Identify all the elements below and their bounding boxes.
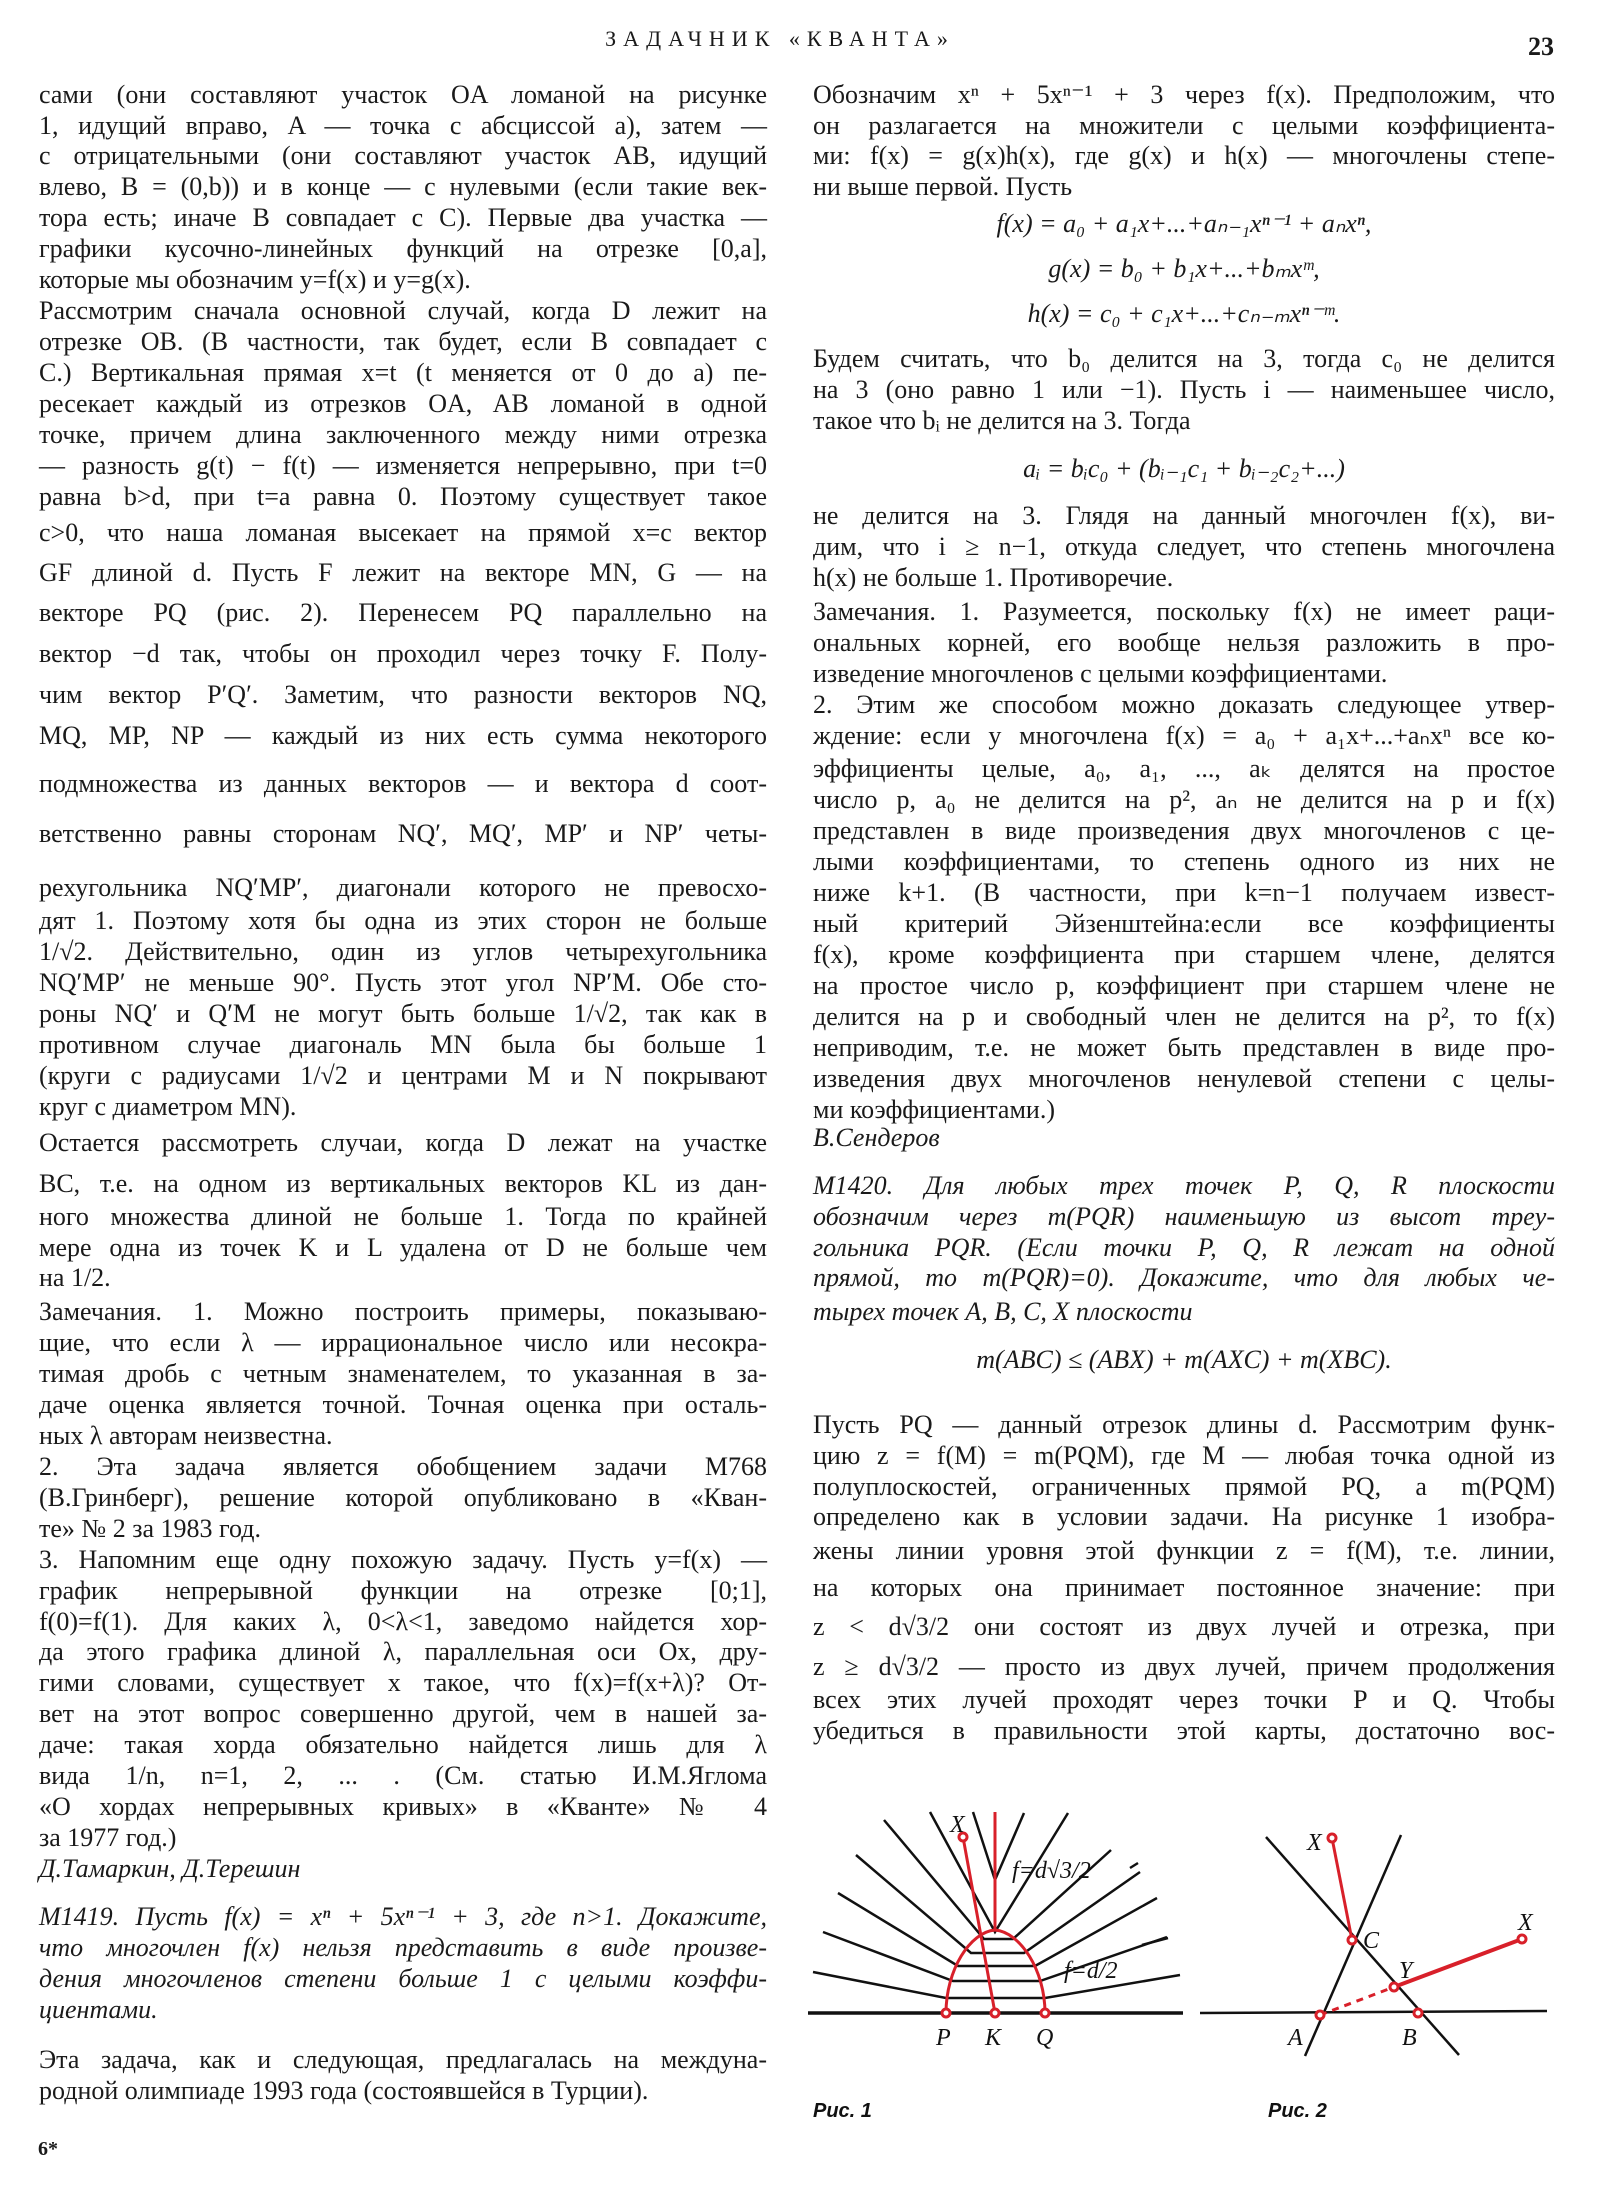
right-text-line: 2. Этим же способом можно доказать следующее утвер-	[813, 690, 1555, 719]
left-text-line: тора есть; иначе B совпадает с C). Первые два участка —	[39, 203, 767, 232]
left-text-line: вида 1/n, n=1, 2, ... . (См. статью И.М.Яглома	[39, 1761, 767, 1790]
right-text-line: обозначим через m(PQR) наименьшую из высот треу-	[813, 1202, 1555, 1231]
right-text-line: ональных корней, его вообще нельзя разложить в про-	[813, 628, 1555, 657]
right-text-line: делится на p и свободный член не делится на p², то f(x)	[813, 1002, 1555, 1031]
right-text-line: z ≥ d√3/2 — просто из двух лучей, причем продолжения	[813, 1652, 1555, 1681]
right-text-line: такое что bᵢ не делится на 3. Тогда	[813, 406, 1191, 435]
left-text-line: мере одна из точек K и L удалена от D не больше чем	[39, 1233, 767, 1262]
left-text-line: тимая дробь с четным знаменателем, то указанная в за-	[39, 1359, 767, 1388]
fig1-label-x: X	[950, 1812, 965, 1838]
right-text-line: ждение: если у многочлена f(x) = a₀ + a₁x+...+aₙxⁿ все ко-	[813, 721, 1555, 750]
left-text-line: f(0)=f(1). Для каких λ, 0<λ<1, заведомо найдется хор-	[39, 1607, 767, 1636]
right-text-line: изведения двух многочленов ненулевой степени с целы-	[813, 1064, 1555, 1093]
left-text-line: вектор −d так, чтобы он проходил через точку F. Полу-	[39, 639, 767, 668]
right-text-line: ниже k+1. (В частности, при k=n−1 получаем извест-	[813, 878, 1555, 907]
left-text-line: графики кусочно-линейных функций на отрезке [0,a],	[39, 234, 767, 263]
left-text-line: ного множества длиной не больше 1. Тогда по крайней	[39, 1202, 767, 1231]
left-text-line: вет на этот вопрос совершенно другой, чем в нашей за-	[39, 1699, 767, 1728]
right-text-line: на которых она принимает постоянное значение: при	[813, 1573, 1555, 1602]
right-text-line: g(x) = b₀ + b₁x+...+bₘxᵐ,	[1048, 254, 1320, 283]
fig2-label-a: A	[1288, 2025, 1303, 2051]
left-text-line: циентами.	[39, 1995, 158, 2024]
left-text-line: (В.Гринберг), решение которой опубликовано в «Кван-	[39, 1483, 767, 1512]
right-text-line: f(x), кроме коэффициента при старшем члене, делятся	[813, 940, 1555, 969]
right-text-line: М1420. Для любых трех точек P, Q, R плоскости	[813, 1171, 1555, 1200]
right-text-line: Пусть PQ — данный отрезок длины d. Рассмотрим функ-	[813, 1410, 1555, 1439]
right-text-line: h(x) = c₀ + c₁x+...+cₙ₋ₘxⁿ⁻ᵐ.	[1027, 299, 1341, 328]
left-text-line: которые мы обозначим y=f(x) и y=g(x).	[39, 265, 471, 294]
right-text-line: Обозначим xⁿ + 5xⁿ⁻¹ + 3 через f(x). Предположим, что	[813, 80, 1555, 109]
right-text-line: цию z = f(M) = m(PQM), где M — любая точка одной из	[813, 1441, 1555, 1470]
fig1-label-level-low: f=d/2	[1064, 1958, 1118, 1984]
left-text-line: NQ′MP′ не меньше 90°. Пусть этот угол NP′M. Обе сто-	[39, 968, 767, 997]
left-text-line: дения многочленов степени больше 1 с целыми коэффи-	[39, 1964, 767, 1993]
right-text-line: гольника PQR. (Если точки P, Q, R лежат на одной	[813, 1233, 1555, 1262]
fig1-label-p: P	[936, 2025, 951, 2051]
left-text-line: векторе PQ (рис. 2). Перенесем PQ параллельно на	[39, 598, 767, 627]
left-text-line: сами (они составляют участок OA ломаной на рисунке	[39, 80, 767, 109]
left-text-line: да этого графика длиной λ, параллельная оси Ox, дру-	[39, 1637, 767, 1666]
left-text-line: за 1977 год.)	[39, 1823, 177, 1852]
left-text-line: щие, что если λ — иррациональное число или несокра-	[39, 1328, 767, 1357]
figures	[800, 1780, 1600, 2140]
right-text-line: дим, что i ≥ n−1, откуда следует, что степень многочлена	[813, 532, 1555, 561]
right-text-line: представлен в виде произведения двух многочленов с це-	[813, 816, 1555, 845]
left-text-line: «О хордах непрерывных кривых» в «Кванте» № 4	[39, 1792, 767, 1821]
left-text-line: (круги с радиусами 1/√2 и центрами M и N покрывают	[39, 1061, 767, 1090]
left-text-line: гими словами, существует x такое, что f(x)=f(x+λ)? От-	[39, 1668, 767, 1697]
right-text-line: изведение многочленов с целыми коэффициентами.	[813, 659, 1388, 688]
right-text-line: Будем считать, что b₀ делится на 3, тогда c₀ не делится	[813, 344, 1555, 373]
left-text-line: 1/√2. Действительно, один из углов четырехугольника	[39, 937, 767, 966]
fig2-caption: Рис. 2	[1268, 2100, 1327, 2122]
fig1-label-q: Q	[1036, 2025, 1054, 2051]
footer-mark: 6*	[38, 2138, 58, 2160]
fig1-label-level-high: f=d√3/2	[1012, 1858, 1091, 1884]
right-text-line: В.Сендеров	[813, 1123, 940, 1152]
left-text-line: рехугольника NQ′MP′, диагонали которого не превосхо-	[39, 873, 767, 902]
left-text-line: противном случае диагональ MN была бы больше 1	[39, 1030, 767, 1059]
fig1-label-k: K	[985, 2025, 1002, 2051]
right-text-line: на простое число p, коэффициент при старшем члене не	[813, 971, 1555, 1000]
left-text-line: даче оценка является точной. Точная оценка при осталь-	[39, 1390, 767, 1419]
right-text-line: m(ABC) ≤ (ABX) + m(AXC) + m(XBC).	[976, 1345, 1392, 1374]
fig1-caption: Рис. 1	[813, 2100, 872, 2122]
left-text-line: чим вектор P′Q′. Заметим, что разности векторов NQ,	[39, 680, 767, 709]
right-text-line: неприводим, т.е. не может быть представлен в виде про-	[813, 1033, 1555, 1062]
right-text-line: лыми коэффициентами, то степень одного из них не	[813, 847, 1555, 876]
left-text-line: с отрицательными (они составляют участок AB, идущий	[39, 141, 767, 170]
right-text-line: на 3 (оно равно 1 или −1). Пусть i — наименьшее число,	[813, 375, 1555, 404]
left-text-line: C.) Вертикальная прямая x=t (t меняется от 0 до a) пе-	[39, 358, 767, 387]
left-text-line: MQ, MP, NP — каждый из них есть сумма некоторого	[39, 721, 767, 750]
left-text-line: М1419. Пусть f(x) = xⁿ + 5xⁿ⁻¹ + 3, где n>1. Докажите,	[39, 1902, 767, 1931]
left-text-line: подмножества из данных векторов — и вектора d соот-	[39, 769, 767, 798]
right-text-line: ми коэффициентами.)	[813, 1095, 1055, 1124]
left-text-line: GF длиной d. Пусть F лежит на векторе MN, G — на	[39, 558, 767, 587]
left-text-line: ветственно равны сторонам NQ′, MQ′, MP′ и NP′ четы-	[39, 819, 767, 848]
left-text-line: Рассмотрим сначала основной случай, когда D лежит на	[39, 296, 767, 325]
right-text-line: полуплоскостей, ограниченных прямой PQ, а m(PQM)	[813, 1472, 1555, 1501]
right-text-line: всех этих лучей проходят через точки P и Q. Чтобы	[813, 1685, 1555, 1714]
figure-2-red-marks	[1316, 1834, 1526, 2019]
left-text-line: c>0, что наша ломаная высекает на прямой x=c вектор	[39, 518, 767, 547]
fig2-label-b: B	[1402, 2025, 1417, 2051]
left-text-line: родной олимпиаде 1993 года (состоявшейся в Турции).	[39, 2076, 649, 2105]
right-text-line: убедиться в правильности этой карты, достаточно вос-	[813, 1716, 1555, 1745]
right-text-line: Замечания. 1. Разумеется, поскольку f(x) не имеет раци-	[813, 597, 1555, 626]
left-text-line: 1, идущий вправо, A — точка с абсциссой a), затем —	[39, 111, 767, 140]
right-text-line: прямой, то m(PQR)=0). Докажите, что для любых че-	[813, 1263, 1555, 1292]
running-header: ЗАДАЧНИК «КВАНТА»	[605, 26, 955, 51]
right-text-line: ный критерий Эйзенштейна:если все коэффициенты	[813, 909, 1555, 938]
left-text-line: точке, причем длина заключенного между ними отрезка	[39, 420, 767, 449]
left-text-line: ных λ авторам неизвестна.	[39, 1421, 333, 1450]
fig2-label-c: C	[1363, 1928, 1380, 1954]
right-text-line: ми: f(x) = g(x)h(x), где g(x) и h(x) — многочлены степе-	[813, 141, 1555, 170]
right-text-line: эффициенты целые, a₀, a₁, ..., aₖ делятся на простое	[813, 754, 1555, 783]
left-text-line: Замечания. 1. Можно построить примеры, показываю-	[39, 1297, 767, 1326]
figure-1-red-marks	[942, 1812, 1049, 2017]
left-text-line: дят 1. Поэтому хотя бы одна из этих сторон не больше	[39, 906, 767, 935]
fig2-label-x-right: X	[1518, 1910, 1533, 1936]
left-text-line: 3. Напомним еще одну похожую задачу. Пусть y=f(x) —	[39, 1545, 767, 1574]
left-text-line: что многочлен f(x) нельзя представить в виде произве-	[39, 1933, 767, 1962]
left-text-line: влево, B = (0,b)) и в конце — с нулевыми (если такие век-	[39, 172, 767, 201]
left-text-line: Эта задача, как и следующая, предлагалась на междуна-	[39, 2045, 767, 2074]
left-text-line: Остается рассмотреть случаи, когда D лежат на участке	[39, 1128, 767, 1157]
page-number: 23	[1528, 32, 1554, 61]
right-text-line: он разлагается на множители с целыми коэффициента-	[813, 111, 1555, 140]
left-text-line: равна b>d, при t=a равна 0. Поэтому существует такое	[39, 482, 767, 511]
right-text-line: aᵢ = bᵢc₀ + (bᵢ₋₁c₁ + bᵢ₋₂c₂+...)	[1023, 454, 1345, 483]
left-text-line: круг с диаметром MN).	[39, 1092, 297, 1121]
right-text-line: f(x) = a₀ + a₁x+...+aₙ₋₁xⁿ⁻¹ + aₙxⁿ,	[996, 209, 1372, 238]
left-text-line: BC, т.е. на одном из вертикальных векторов KL из дан-	[39, 1169, 767, 1198]
right-text-line: жены линии уровня этой функции z = f(M), т.е. линии,	[813, 1536, 1555, 1565]
right-text-line: не делится на 3. Глядя на данный многочлен f(x), ви-	[813, 501, 1555, 530]
left-text-line: — разность g(t) − f(t) — изменяется непрерывно, при t=0	[39, 451, 767, 480]
fig2-label-x-top: X	[1307, 1830, 1322, 1856]
right-text-line: определено как в условии задачи. На рисунке 1 изобра-	[813, 1502, 1555, 1531]
left-text-line: Д.Тамаркин, Д.Терешин	[39, 1854, 301, 1883]
left-text-line: 2. Эта задача является обобщением задачи М768	[39, 1452, 767, 1481]
fig2-label-y: Y	[1399, 1958, 1413, 1984]
right-text-line: h(x) не больше 1. Противоречие.	[813, 563, 1174, 592]
left-text-line: роны NQ′ и Q′M не могут быть больше 1/√2, так как в	[39, 999, 767, 1028]
right-text-line: число p, a₀ не делится на p², aₙ не делится на p и f(x)	[813, 785, 1555, 814]
right-text-line: z < d√3/2 они состоят из двух лучей и отрезка, при	[813, 1612, 1555, 1641]
right-text-line: ни выше первой. Пусть	[813, 172, 1073, 201]
left-text-line: график непрерывной функции на отрезке [0;1],	[39, 1576, 767, 1605]
right-text-line: тырех точек A, B, C, X плоскости	[813, 1297, 1193, 1326]
left-text-line: отрезке OB. (В частности, так будет, если B совпадает с	[39, 327, 767, 356]
left-text-line: на 1/2.	[39, 1263, 111, 1292]
left-text-line: даче: такая хорда обязательно найдется лишь для λ	[39, 1730, 767, 1759]
left-text-line: те» № 2 за 1983 год.	[39, 1514, 262, 1543]
left-text-line: ресекает каждый из отрезков OA, AB ломаной в одной	[39, 389, 767, 418]
